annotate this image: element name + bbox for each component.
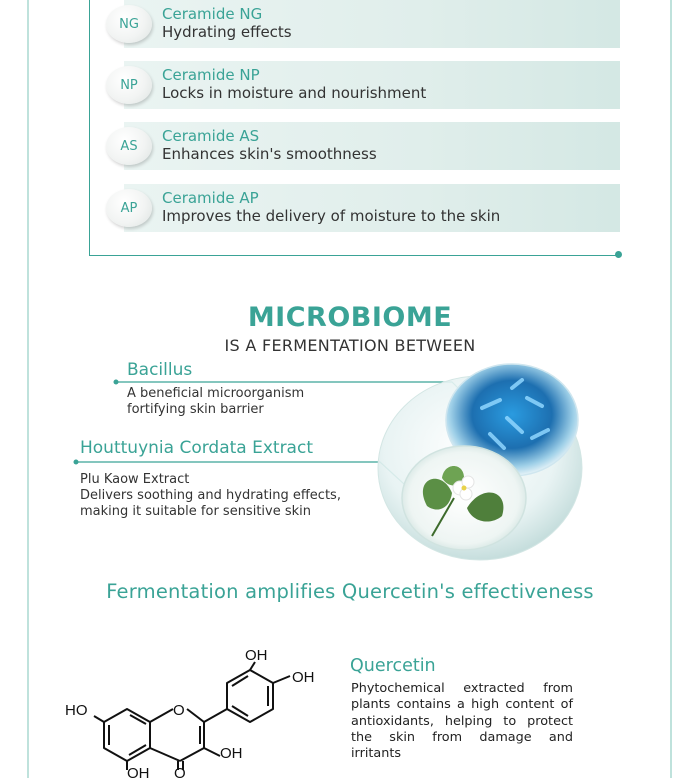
quercetin-description: Phytochemical extracted from plants contains a high content of antioxidants, helping to protect the skin from damage and irritants	[351, 681, 573, 762]
microbiome-bubbles-illustration	[372, 358, 602, 563]
bacillus-text-2: fortifying skin barrier	[127, 402, 264, 417]
houttuynia-text-1: Plu Kaow Extract	[80, 472, 190, 487]
oh-top-label: OH	[245, 647, 268, 664]
o-keto-label: O	[174, 765, 186, 778]
fermentation-title: Fermentation amplifies Quercetin's effectiveness	[106, 580, 594, 603]
houttuynia-title: Houttuynia Cordata Extract	[80, 438, 313, 458]
ceramide-badge: AS	[106, 127, 152, 165]
ceramide-name: Ceramide NP	[162, 66, 260, 84]
ceramide-name: Ceramide AS	[162, 127, 260, 145]
ceramide-desc: Hydrating effects	[162, 23, 292, 41]
o-ring-label: O	[173, 702, 185, 719]
ceramide-badge: NG	[106, 5, 152, 43]
ceramide-name: Ceramide AP	[162, 189, 259, 207]
oh-bottom-label: OH	[127, 765, 150, 778]
ho-left-label: HO	[65, 702, 88, 719]
ceramide-name: Ceramide NG	[162, 5, 263, 23]
oh-mid-label: OH	[220, 745, 243, 762]
ceramide-desc: Locks in moisture and nourishment	[162, 84, 427, 102]
ceramide-desc: Improves the delivery of moisture to the skin	[162, 207, 501, 225]
molecule-bonds	[94, 662, 290, 770]
quercetin-molecule-diagram	[60, 640, 340, 778]
ceramide-badge: AP	[106, 189, 152, 227]
houttuynia-text-2: Delivers soothing and hydrating effects,	[80, 488, 341, 503]
ceramide-desc: Enhances skin's smoothness	[162, 145, 377, 163]
bacillus-text-1: A beneficial microorganism	[127, 386, 305, 401]
oh-right-label: OH	[292, 669, 315, 686]
ceramide-badge: NP	[106, 66, 152, 104]
houttuynia-text-3: making it suitable for sensitive skin	[80, 504, 312, 519]
bacillus-title: Bacillus	[127, 360, 193, 380]
quercetin-title: Quercetin	[350, 656, 436, 676]
microbiome-title: MICROBIOME	[247, 302, 453, 333]
microbiome-subtitle: IS A FERMENTATION BETWEEN	[224, 336, 476, 355]
